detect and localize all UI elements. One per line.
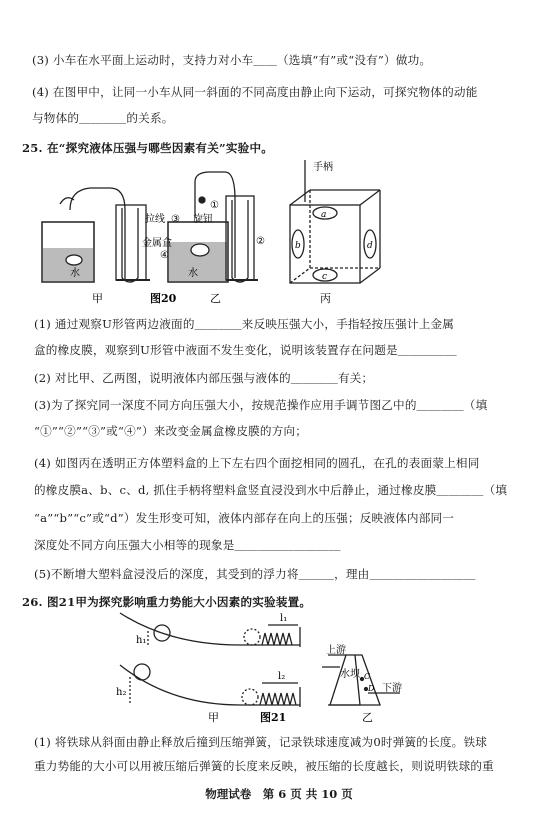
fig20-yi-label: 乙 <box>210 292 221 305</box>
q25-3-cont: “①”“②”“③”或“④”）来改变金属盒橡皮膜的方向； <box>34 424 308 438</box>
q25-4: (4) 如图丙在透明正方体塑料盒的上下左右四个面挖相同的圆孔，在孔的表面蒙上相同 <box>34 456 480 470</box>
q24-4: (4) 在图甲中，让同一小车从同一斜面的不同高度由静止向下运动，可探究物体的动能 <box>32 85 478 99</box>
fig20-a: a <box>321 210 327 220</box>
q25-1-cont: 盒的橡皮膜，观察到U形管中液面不发生变化，说明该装置存在问题是＿＿＿＿＿ <box>34 343 457 357</box>
q25-2: (2) 对比甲、乙两图，说明液体内部压强与液体的＿＿＿＿有关； <box>34 371 374 385</box>
q25-3: (3)为了探究同一深度不同方向压强大小，按规范操作应用手调节图乙中的＿＿＿＿（填 <box>34 398 488 412</box>
q25-4-cont2: “a”“b”“c”或“d”）发生形变可知，液体内部存在向上的压强；反映液体内部同一 <box>34 511 455 525</box>
fig21-caption: 图21 <box>260 711 287 724</box>
fig21-h1: h₁ <box>136 635 147 646</box>
fig20-n3: ③ <box>171 214 180 225</box>
fig21-yi-label: 乙 <box>362 711 373 724</box>
q24-3: (3) 小车在水平面上运动时，支持力对小车＿＿（选填“有”或“没有”）做功。 <box>32 53 432 67</box>
fig21-C: C <box>364 672 371 681</box>
fig20-bing-cube <box>290 160 380 283</box>
fig20-n2: ② <box>256 236 265 247</box>
fig20-water-jia: 水 <box>70 268 80 279</box>
fig21-jia-label: 甲 <box>208 711 219 724</box>
figure-21 <box>100 605 430 725</box>
fig20-c: c <box>322 272 328 282</box>
q26-1-cont: 重力势能的大小可以用被压缩后弹簧的长度来反映，被压缩的长度越长，则说明铁球的重 <box>34 759 494 773</box>
q24-4-cont: 与物体的＿＿＿＿的关系。 <box>32 111 174 125</box>
fig20-water-yi: 水 <box>188 268 198 279</box>
fig20-yi-apparatus <box>168 172 258 282</box>
fig20-n4: ④ <box>160 250 169 261</box>
fig20-d: d <box>367 241 373 251</box>
fig21-downstream: 下游 <box>382 683 402 694</box>
q25-1: (1) 通过观察U形管两边液面的＿＿＿＿来反映压强大小，手指轻按压强计上金属 <box>34 317 455 331</box>
q26-title: 26. 图21甲为探究影响重力势能大小因素的实验装置。 <box>22 595 312 609</box>
fig20-handle-label: 手柄 <box>313 162 333 173</box>
fig21-yi-dam <box>322 655 400 705</box>
fig20-caption: 图20 <box>150 292 177 305</box>
fig20-jia-label: 甲 <box>92 292 103 305</box>
fig21-l1: l₁ <box>280 613 288 624</box>
fig21-l2: l₂ <box>278 671 286 682</box>
page-footer: 物理试卷 第 6 页 共 10 页 <box>205 787 353 801</box>
fig20-pull-wire-label: 拉线 <box>145 214 165 225</box>
q25-5: (5)不断增大塑料盒浸没后的深度，其受到的浮力将＿＿＿，理由＿＿＿＿＿＿＿＿＿ <box>34 567 476 581</box>
fig21-dam: 水坝 <box>340 669 360 680</box>
fig20-knob-label: 旋钮 <box>193 214 213 225</box>
fig20-n1: ① <box>210 200 219 211</box>
q25-title: 25. 在“探究液体压强与哪些因素有关”实验中。 <box>22 141 274 155</box>
fig20-bing-label: 丙 <box>320 292 331 305</box>
fig21-h2: h₂ <box>116 687 127 698</box>
q25-4-cont3: 深度处不同方向压强大小相等的现象是＿＿＿＿＿＿＿＿＿ <box>34 538 341 552</box>
figure-20 <box>30 160 410 308</box>
q26-1: (1) 将铁球从斜面由静止释放后撞到压缩弹簧，记录铁球速度减为0时弹簧的长度。铁球 <box>34 735 488 749</box>
q25-4-cont1: 的橡皮膜a、b、c、d, 抓住手柄将塑料盒竖直浸没到水中后静止，通过橡皮膜＿＿＿＿（填 <box>34 483 508 497</box>
fig21-jia-apparatus <box>120 613 300 707</box>
fig20-b: b <box>295 241 301 251</box>
fig21-D: D <box>368 684 375 693</box>
fig20-jia-apparatus <box>42 188 150 282</box>
fig20-metal-box-label: 金属盒 <box>142 238 172 249</box>
fig21-upstream: 上游 <box>326 645 346 656</box>
